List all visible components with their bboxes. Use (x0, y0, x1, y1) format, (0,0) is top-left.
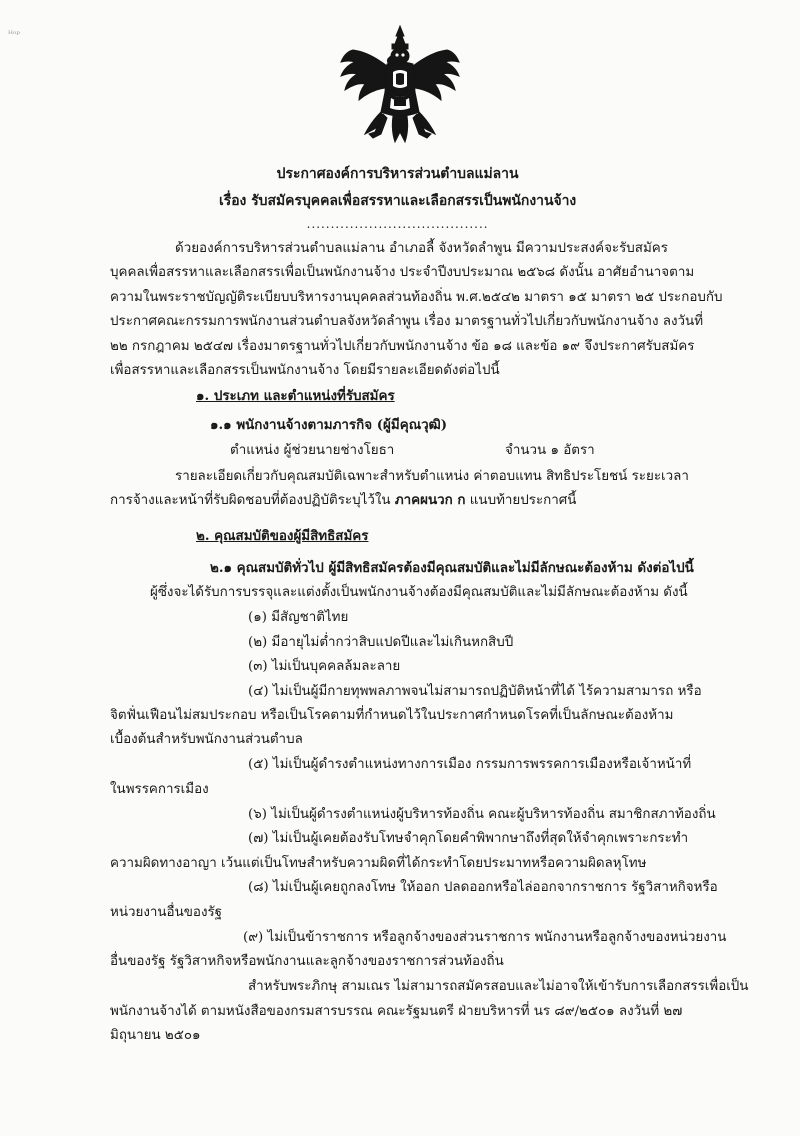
section1-sub-heading: ๑.๑ พนักงานจ้างตามภารกิจ (ผู้มีคุณวุฒิ) (210, 417, 448, 433)
intro-line: เพื่อสรรหาและเลือกสรรเป็นพนักงานจ้าง โดยมีรายละเอียดดังต่อไปนี้ (110, 363, 500, 378)
announcement-subject: เรื่อง รับสมัครบุคคลเพื่อสรรหาและเลือกสรรเป็นพนักงานจ้าง (218, 193, 577, 209)
intro-line: ความในพระราชบัญญัติระเบียบบริหารงานบุคคลส่วนท้องถิ่น พ.ศ.๒๕๔๒ มาตรา ๑๕ มาตรา ๒๕ ประกอบกับ (110, 290, 723, 305)
section1-detail-line: การจ้างและหน้าที่รับผิดชอบที่ต้องปฏิบัติระบุไว้ใน ภาคผนวก ก แนบท้ายประกาศนี้ (110, 492, 577, 508)
qualification-item: (๗) ไม่เป็นผู้เคยต้องรับโทษจำคุกโดยคำพิพากษาถึงที่สุดให้จำคุกเพราะกระทำ (248, 831, 689, 846)
corner-mark: ᴴᵒᵖ (8, 30, 21, 40)
intro-line: ๒๒ กรกฎาคม ๒๕๔๗ เรื่องมาตรฐานทั่วไปเกี่ยวกับพนักงานจ้าง ข้อ ๑๘ และข้อ ๑๙ จึงประกาศรับสมัคร (110, 339, 695, 354)
section2-sub-heading: ๒.๑ คุณสมบัติทั่วไป ผู้มีสิทธิสมัครต้องมีคุณสมบัติและไม่มีลักษณะต้องห้าม ดังต่อไปนี้ (210, 560, 694, 576)
qualification-item: อื่นของรัฐ รัฐวิสาหกิจหรือพนักงานและลูกจ้างของราชการส่วนท้องถิ่น (110, 954, 504, 969)
position-quantity: จำนวน ๑ อัตรา (505, 443, 595, 458)
qualification-item: ในพรรคการเมือง (110, 782, 209, 797)
qualification-item: (๖) ไม่เป็นผู้ดำรงตำแหน่งผู้บริหารท้องถิ่น คณะผู้บริหารท้องถิ่น สมาชิกสภาท้องถิ่น (248, 807, 716, 822)
qualification-item: (๒) มีอายุไม่ต่ำกว่าสิบแปดปีและไม่เกินหกสิบปี (248, 635, 514, 650)
section1-detail-line: รายละเอียดเกี่ยวกับคุณสมบัติเฉพาะสำหรับตำแหน่ง ค่าตอบแทน สิทธิประโยชน์ ระยะเวลา (175, 469, 689, 484)
garuda-emblem-icon (335, 22, 465, 150)
qualification-item: (๑) มีสัญชาติไทย (248, 610, 349, 625)
qualification-item: จิตฟั่นเฟือนไม่สมประกอบ หรือเป็นโรคตามที่กำหนดไว้ในประกาศกำหนดโรคที่เป็นลักษณะต้องห้าม (110, 708, 674, 723)
announcement-title: ประกาศองค์การบริหารส่วนตำบลแม่ลาน (276, 166, 519, 182)
section1-heading: ๑. ประเภท และตำแหน่งที่รับสมัคร (196, 388, 395, 404)
title-separator: ...................................... (306, 217, 489, 231)
section2-heading: ๒. คุณสมบัติของผู้มีสิทธิสมัคร (196, 528, 369, 544)
qualification-item: (๓) ไม่เป็นบุคคลล้มละลาย (248, 659, 401, 674)
intro-line: บุคคลเพื่อสรรหาและเลือกสรรเพื่อเป็นพนักงานจ้าง ประจำปีงบประมาณ ๒๕๖๘ ดังนั้น อาศัยอำนาจตาม (110, 265, 695, 280)
intro-line: ด้วยองค์การบริหารส่วนตำบลแม่ลาน อำเภอลี้ จังหวัดลำพูน มีความประสงค์จะรับสมัคร (175, 241, 668, 256)
monk-note-line: มิถุนายน ๒๕๐๑ (110, 1028, 201, 1043)
qualification-item: เบื้องต้นสำหรับพนักงานส่วนตำบล (110, 732, 303, 747)
section2-sub-intro: ผู้ซึ่งจะได้รับการบรรจุและแต่งตั้งเป็นพนักงานจ้างต้องมีคุณสมบัติและไม่มีลักษณะต้องห้าม ดังนี้ (150, 585, 688, 600)
position-label: ตำแหน่ง ผู้ช่วยนายช่างโยธา (230, 443, 395, 458)
annex-reference: ภาคผนวก ก (394, 492, 466, 508)
qualification-item: (๕) ไม่เป็นผู้ดำรงตำแหน่งทางการเมือง กรรมการพรรคการเมืองหรือเจ้าหน้าที่ (248, 757, 692, 772)
qualification-item: (๘) ไม่เป็นผู้เคยถูกลงโทษ ให้ออก ปลดออกหรือไล่ออกจากราชการ รัฐวิสาหกิจหรือ (248, 880, 718, 895)
qualification-item: หน่วยงานอื่นของรัฐ (110, 905, 223, 920)
monk-note-line: พนักงานจ้างได้ ตามหนังสือของกรมสารบรรณ คณะรัฐมนตรี ฝ่ายบริหารที่ นร ๘๙/๒๕๐๑ ลงวันที่ ๒๗ (110, 1004, 683, 1019)
intro-line: ประกาศคณะกรรมการพนักงานส่วนตำบลจังหวัดลำพูน เรื่อง มาตรฐานทั่วไปเกี่ยวกับพนักงานจ้าง ลงวันที่ (110, 314, 704, 329)
qualification-item: ความผิดทางอาญา เว้นแต่เป็นโทษสำหรับความผิดที่ได้กระทำโดยประมาทหรือความผิดลหุโทษ (110, 856, 647, 871)
qualification-item: (๔) ไม่เป็นผู้มีกายทุพพลภาพจนไม่สามารถปฏิบัติหน้าที่ได้ ไร้ความสามารถ หรือ (248, 684, 702, 699)
qualification-item: (๙) ไม่เป็นข้าราชการ หรือลูกจ้างของส่วนราชการ พนักงานหรือลูกจ้างของหน่วยงาน (243, 930, 727, 945)
monk-note-line: สำหรับพระภิกษุ สามเณร ไม่สามารถสมัครสอบและไม่อาจให้เข้ารับการเลือกสรรเพื่อเป็น (248, 979, 749, 994)
